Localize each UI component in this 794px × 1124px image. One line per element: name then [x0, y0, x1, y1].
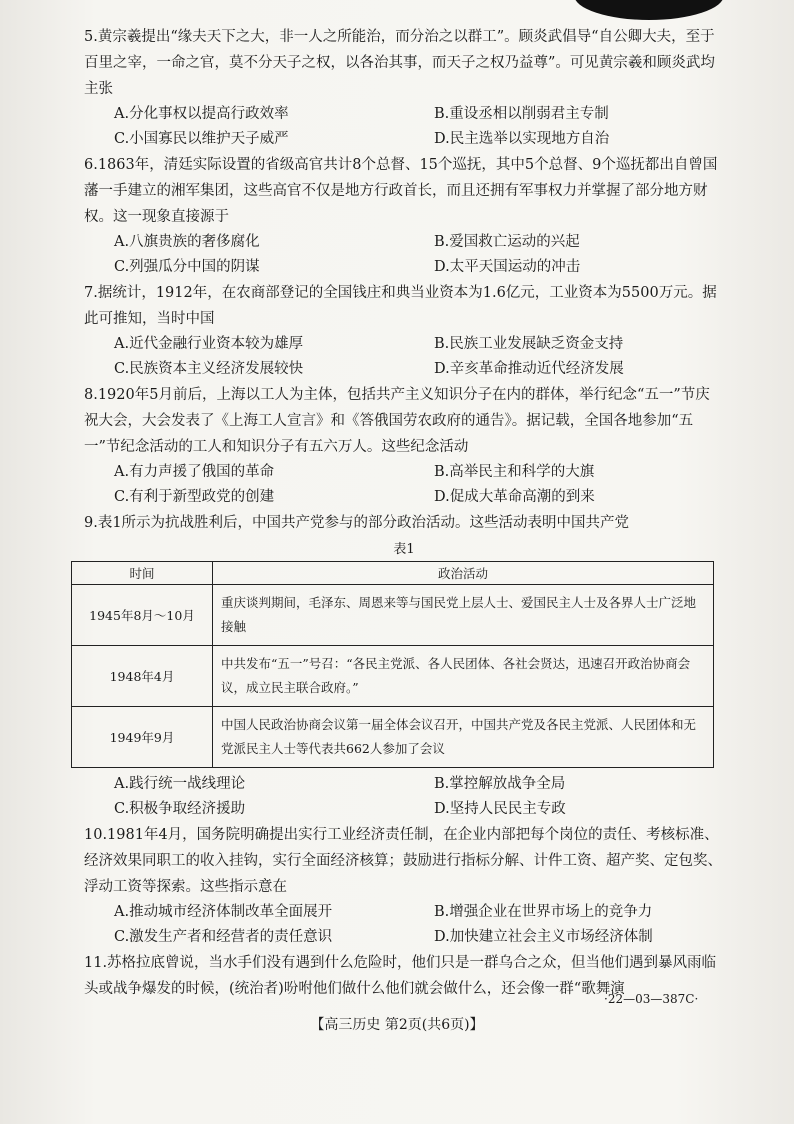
option-c[interactable]: C.民族资本主义经济发展较快 [114, 361, 304, 377]
question-7: 7.据统计，1912年，在农商部登记的全国钱庄和典当业资本为1.6亿元，工业资本为5500万元。据此可推知，当时中国 [84, 285, 717, 327]
table-cell-time: 1949年9月 [72, 707, 213, 768]
question-8-options [84, 460, 724, 510]
option-c[interactable]: C.积极争取经济援助 [114, 801, 246, 817]
table-header-time: 时间 [72, 562, 213, 585]
question-9: 9.表1所示为抗战胜利后，中国共产党参与的部分政治活动。这些活动表明中国共产党 [84, 515, 630, 531]
option-d[interactable]: D.太平天国运动的冲击 [434, 259, 581, 275]
option-a[interactable]: A.践行统一战线理论 [114, 776, 246, 792]
option-c[interactable]: C.激发生产者和经营者的责任意识 [114, 929, 333, 945]
option-b[interactable]: B.高举民主和科学的大旗 [434, 464, 595, 480]
table-cell-activity: 中共发布“五一”号召：“各民主党派、各人民团体、各社会贤达，迅速召开政治协商会议，成立民主联合政府。” [213, 646, 714, 707]
table-row [72, 585, 714, 646]
table-cell-activity: 中国人民政治协商会议第一届全体会议召开，中国共产党及各民主党派、人民团体和无党派民主人士等代表共662人参加了会议 [213, 707, 714, 768]
option-c[interactable]: C.列强瓜分中国的阴谋 [114, 259, 260, 275]
option-a[interactable]: A.有力声援了俄国的革命 [114, 464, 275, 480]
table-row [72, 707, 714, 768]
question-10: 10.1981年4月，国务院明确提出实行工业经济责任制，在企业内部把每个岗位的责任、考核标准、经济效果同职工的收入挂钩，实行全面经济核算；鼓励进行指标分解、计件工资、超产奖、定包奖、浮动工资等探索。这些指示意在 [84, 827, 722, 895]
table-cell-time: 1948年4月 [72, 646, 213, 707]
page-footer: 【高三历史 第2页(共6页)】 [310, 1017, 484, 1033]
option-a[interactable]: A.推动城市经济体制改革全面展开 [114, 904, 333, 920]
table-cell-time: 1945年8月～10月 [72, 585, 213, 646]
question-list [84, 24, 724, 1002]
option-a[interactable]: A.分化事权以提高行政效率 [114, 106, 289, 122]
question-11: 11.苏格拉底曾说，当水手们没有遇到什么危险时，他们只是一群乌合之众，但当他们遇到暴风雨临头或战争爆发的时候，(统治者)吩咐他们做什么他们就会做什么，还会像一群“歌舞演 [84, 955, 717, 997]
table-row [72, 646, 714, 707]
option-d[interactable]: D.辛亥革命推动近代经济发展 [434, 361, 624, 377]
table-cell-activity: 重庆谈判期间，毛泽东、周恩来等与国民党上层人士、爱国民主人士及各界人士广泛地接触 [213, 585, 714, 646]
option-b[interactable]: B.重设丞相以削弱君主专制 [434, 106, 609, 122]
option-d[interactable]: D.坚持人民民主专政 [434, 801, 566, 817]
question-6: 6.1863年，清廷实际设置的省级高官共计8个总督、15个巡抚，其中5个总督、9个巡抚都出自曾国藩一手建立的湘军集团，这些高官不仅是地方行政首长，而且还拥有军事权力并掌握了部分地方财权。这一现象直接源于 [84, 157, 718, 225]
question-8: 8.1920年5月前后，上海以工人为主体，包括共产主义知识分子在内的群体，举行纪念“五一”节庆祝大会，大会发表了《上海工人宣言》和《答俄国劳农政府的通告》。据记载，全国各地参加“五一”节纪念活动的工人和知识分子有五六万人。这些纪念活动 [84, 387, 710, 455]
option-c[interactable]: C.小国寡民以维护天子威严 [114, 131, 289, 147]
question-10-options [84, 900, 724, 950]
option-d[interactable]: D.民主选举以实现地方自治 [434, 131, 610, 147]
scan-shadow [574, 0, 724, 20]
table-header-activity: 政治活动 [213, 562, 714, 585]
question-5-options [84, 102, 724, 152]
option-b[interactable]: B.掌控解放战争全局 [434, 776, 566, 792]
paper-code: ·22—03—387C· [604, 992, 699, 1006]
option-d[interactable]: D.加快建立社会主义市场经济体制 [434, 929, 653, 945]
option-b[interactable]: B.增强企业在世界市场上的竞争力 [434, 904, 653, 920]
table-1 [71, 561, 714, 768]
option-b[interactable]: B.爱国救亡运动的兴起 [434, 234, 580, 250]
option-d[interactable]: D.促成大革命高潮的到来 [434, 489, 595, 505]
option-a[interactable]: A.近代金融行业资本较为雄厚 [114, 336, 304, 352]
question-6-options [84, 230, 724, 280]
option-b[interactable]: B.民族工业发展缺乏资金支持 [434, 336, 624, 352]
option-c[interactable]: C.有利于新型政党的创建 [114, 489, 275, 505]
option-a[interactable]: A.八旗贵族的奢侈腐化 [114, 234, 260, 250]
question-5: 5.黄宗羲提出“缘夫天下之大，非一人之所能治，而分治之以群工”。顾炎武倡导“自公卿大夫，至于百里之宰，一命之官，莫不分天子之权，以各治其事，而天子之权乃益尊”。可见黄宗羲和顾炎武均主张 [84, 29, 715, 97]
question-7-options [84, 332, 724, 382]
table-caption: 表1 [393, 542, 415, 557]
question-9-options [84, 772, 724, 822]
